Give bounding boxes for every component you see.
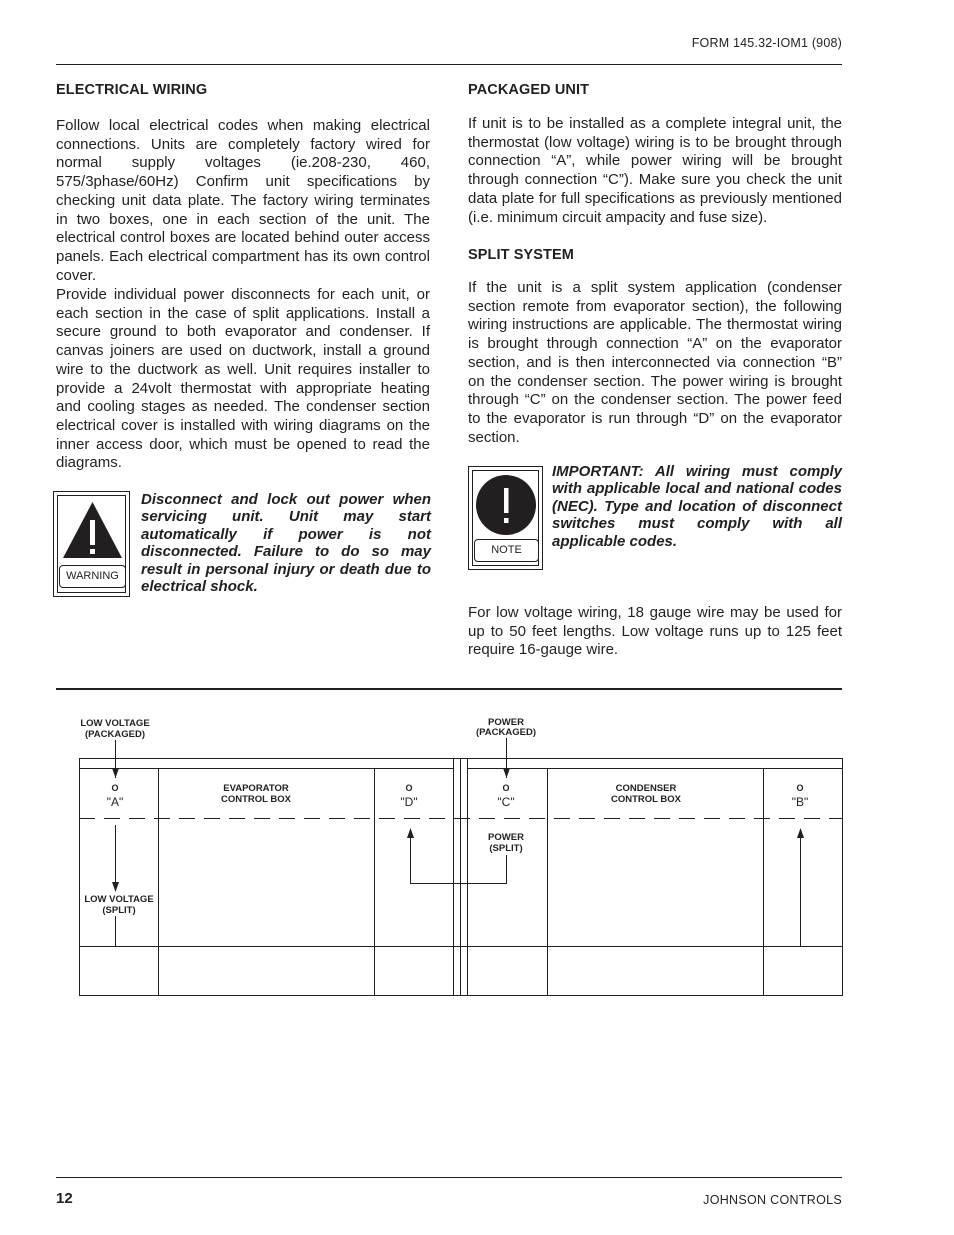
- electrical-wiring-heading: ELECTRICAL WIRING: [56, 82, 208, 98]
- packaged-unit-heading: PACKAGED UNIT: [468, 82, 590, 98]
- packaged-unit-text: If unit is to be installed as a complete integral unit, the thermostat (low voltage) wiring is to be brought through connection “A”, while power wiring will be brought through connection “C”). Make sure you check the unit data plate for full specifications as previously mentioned (i.e. minimum circuit ampacity and fuse size).: [468, 115, 842, 226]
- condenser-box-line2: CONTROL BOX: [610, 794, 682, 805]
- page-number: 12: [56, 1190, 73, 1207]
- electrical-wiring-paragraph-1: Follow local electrical codes when making electrical connections. Units are completely factory wired for normal supply voltages (ie.208-230, 460, 575/3phase/60Hz) Confirm unit specifications by checking unit data plate. The factory wiring terminates in two boxes, one in each section of the unit. The electrical control boxes are located behind outer access panels. Each electrical compartment has its own control cover.: [56, 117, 430, 284]
- note-label: NOTE: [474, 539, 539, 562]
- connection-d-label: "D": [400, 795, 418, 809]
- connection-b-symbol: O: [796, 783, 804, 793]
- footer-rule: [56, 1177, 842, 1178]
- evaporator-box-line2: CONTROL BOX: [220, 794, 292, 805]
- split-system-text: If the unit is a split system application (condenser section remote from evaporator section), the following wiring instructions are applicable. The thermostat wiring is brought through connection “A” on the evaporator section, and is then interconnected via connection “B” on the condenser section. The power wiring is brought through “C” on the condenser section. The power feed to the evaporator is run through “D” on the evaporator section.: [468, 279, 842, 446]
- connection-a-label: "A": [106, 795, 124, 809]
- split-system-heading: SPLIT SYSTEM: [468, 247, 574, 263]
- warning-text: Disconnect and lock out power when servicing unit. Unit may start automatically if power is not disconnected. Failure to do so may result in personal injury or death due to electrical shock.: [141, 491, 431, 596]
- connection-c-symbol: O: [502, 783, 510, 793]
- power-split-line1: POWER: [488, 832, 524, 843]
- company-name: JOHNSON CONTROLS: [703, 1193, 842, 1207]
- low-voltage-wiring-text: For low voltage wiring, 18 gauge wire may be used for up to 50 feet lengths. Low voltage runs up to 125 feet require 16-gauge wire.: [468, 604, 842, 659]
- low-voltage-split-line1: LOW VOLTAGE: [84, 894, 154, 905]
- electrical-wiring-paragraph-2: Provide individual power disconnects for each unit, or each section in the case of split applications. Install a secure ground to both evaporator and condenser. If canvas joiners are used on ductwork, install a ground wire to the ductwork as well. Unit requires installer to provide a 24volt thermostat with appropriate heating and cooling stages as needed. The condenser section electrical cover is installed with wiring diagrams on the inner access door, which must be opened to read the diagrams.: [56, 286, 430, 472]
- low-voltage-packaged-line1: LOW VOLTAGE: [80, 718, 150, 729]
- low-voltage-packaged-line2: (PACKAGED): [85, 729, 145, 740]
- warning-label: WARNING: [59, 565, 126, 588]
- connection-a-symbol: O: [111, 783, 119, 793]
- connection-c-label: "C": [497, 795, 515, 809]
- power-packaged-line2: (PACKAGED): [476, 727, 536, 738]
- connection-b-label: "B": [791, 795, 809, 809]
- evaporator-box-line1: EVAPORATOR: [223, 783, 289, 794]
- note-text: IMPORTANT: All wiring must comply with applicable local and national codes (NEC). Type and location of disconnect switches must comply with all applicable codes.: [552, 463, 842, 550]
- low-voltage-split-line2: (SPLIT): [102, 905, 136, 916]
- power-split-line2: (SPLIT): [489, 843, 523, 854]
- form-number: FORM 145.32-IOM1 (908): [691, 36, 842, 50]
- condenser-box-line1: CONDENSER: [615, 783, 677, 794]
- connection-d-symbol: O: [405, 783, 413, 793]
- power-packaged-line1: POWER: [488, 717, 524, 728]
